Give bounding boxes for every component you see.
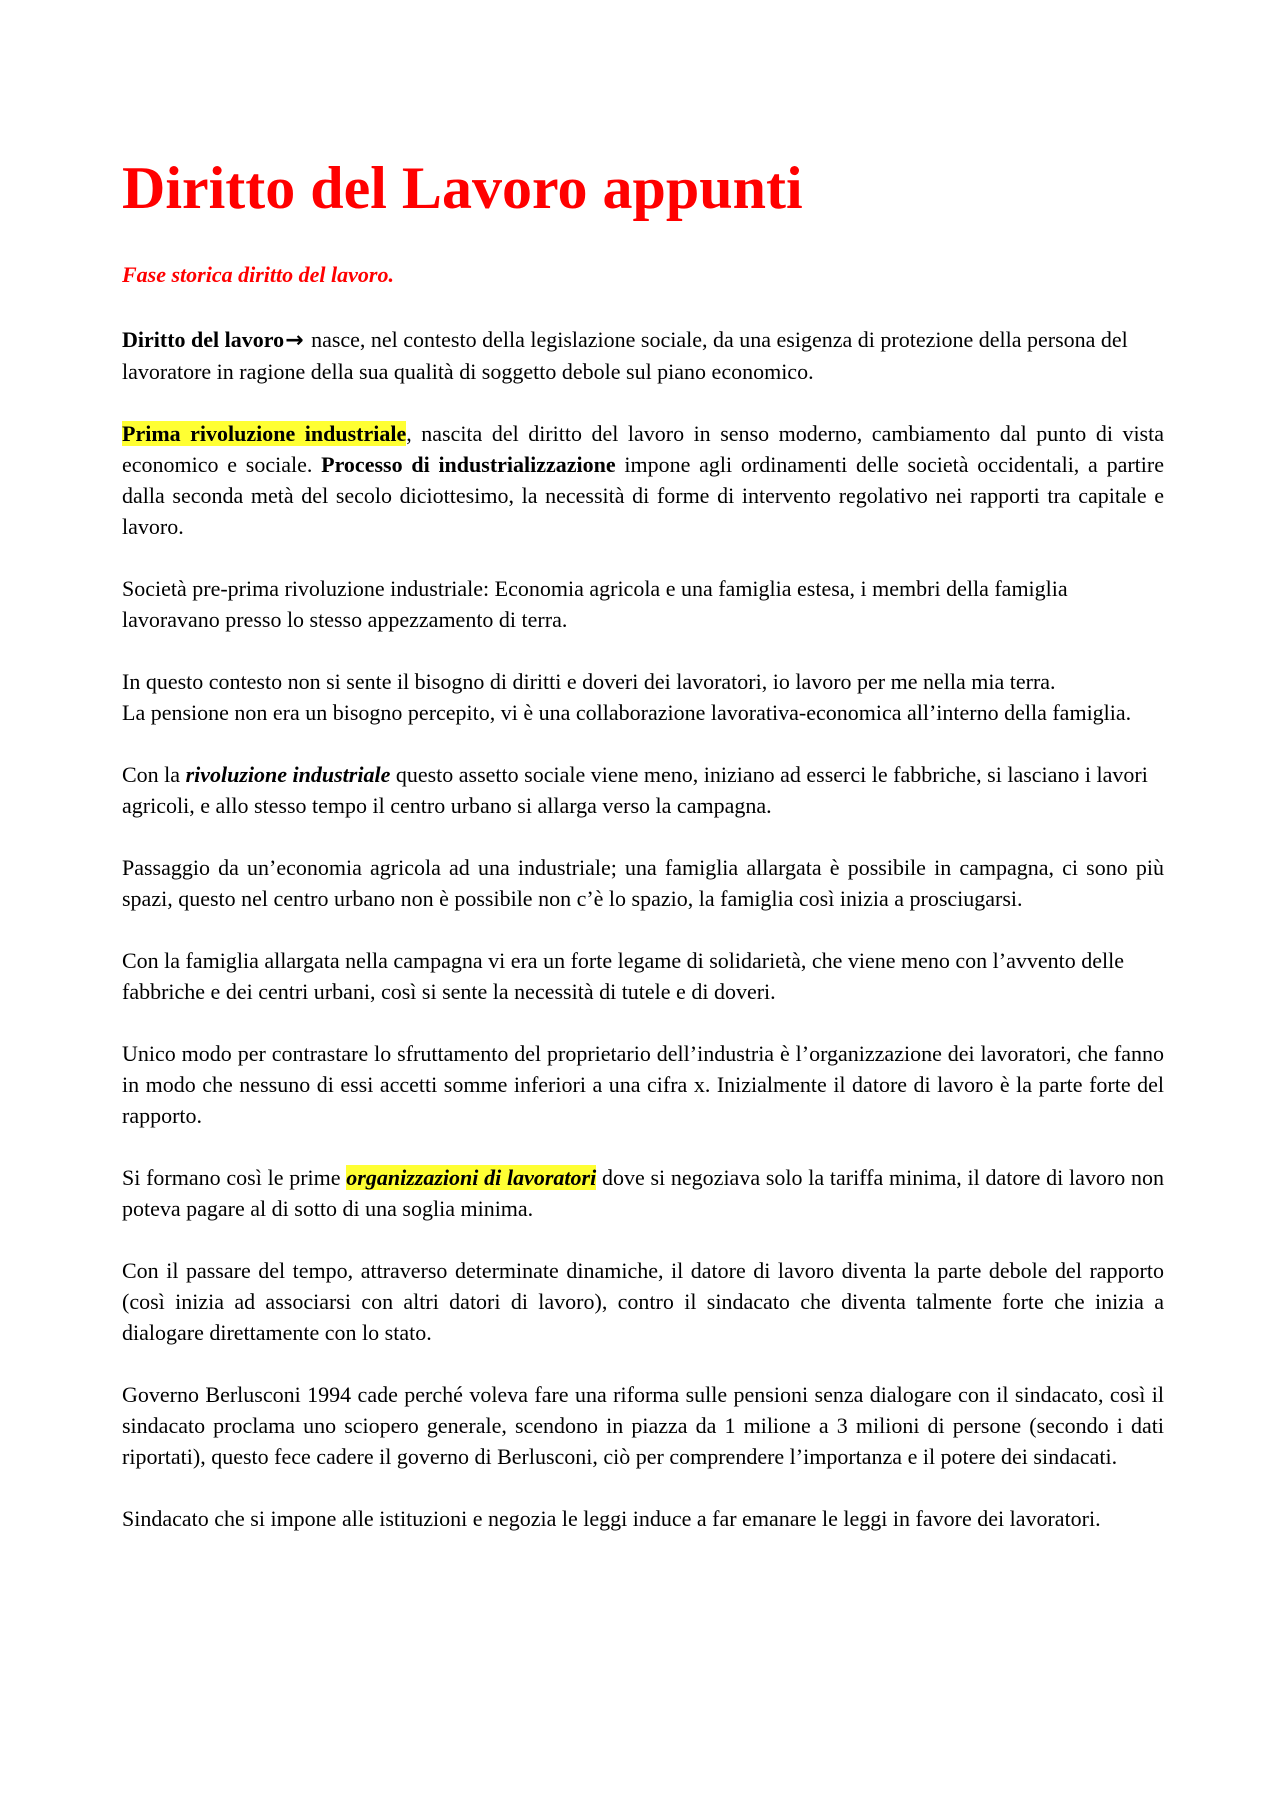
paragraph-text: , nascita del diritto del lavoro in senso moderno, cambiamento dal punto di vista economico e sociale.: [122, 421, 1164, 477]
document-title: Diritto del Lavoro appunti: [122, 155, 803, 221]
paragraph-governo-berlusconi: Governo Berlusconi 1994 cade perché voleva fare una riforma sulle pensioni senza dialogare con il sindacato, così il sindacato proclama uno sciopero generale, scendono in piazza da 1 milione a 3 milioni di persone (secondo i dati riportati), questo fece cadere il governo di Berlusconi, ciò per comprendere l’importanza e il potere dei sindacati.: [122, 1382, 1164, 1469]
paragraph-rivoluzione-industriale: [122, 418, 1164, 542]
term-rivoluzione-industriale: rivoluzione industriale: [185, 762, 391, 787]
highlight-prima-rivoluzione: Prima rivoluzione industriale: [122, 421, 407, 446]
paragraph-famiglia-allargata: Con la famiglia allargata nella campagna vi era un forte legame di solidarietà, che viene meno con l’avvento delle fabbriche e dei centri urbani, così si sente la necessità di tutele e di doveri.: [122, 948, 1125, 1004]
paragraph-organizzazioni: [122, 1162, 1164, 1224]
term-processo-industrializzazione: Processo di industrializzazione: [321, 452, 616, 477]
paragraph-text: questo assetto sociale viene meno, iniziano ad esserci le fabbriche, si lasciano i lavori agricoli, e allo stesso tempo il centro urbano si allarga verso la campagna.: [122, 762, 1148, 818]
paragraph-text: dove si negoziava solo la tariffa minima, il datore di lavoro non poteva pagare al di sotto di una soglia minima.: [122, 1165, 1164, 1221]
paragraph-contesto: [122, 666, 1164, 728]
paragraph-societa-pre: Società pre-prima rivoluzione industriale: Economia agricola e una famiglia estesa, i membri della famiglia lavoravano presso lo stesso appezzamento di terra.: [122, 576, 1068, 632]
paragraph-con-la-rivoluzione: [122, 759, 1164, 821]
document-body: [122, 324, 1164, 1565]
highlight-organizzazioni-lavoratori: organizzazioni di lavoratori: [346, 1165, 597, 1190]
paragraph-text: impone agli ordinamenti delle società occidentali, a partire dalla seconda metà del secolo diciottesimo, la necessità di forme di intervento regolativo nei rapporti tra capitale e lavoro.: [122, 452, 1164, 539]
paragraph-passaggio: Passaggio da un’economia agricola ad una industriale; una famiglia allargata è possibile in campagna, ci sono più spazi, questo nel centro urbano non è possibile non c’è lo spazio, la famiglia così inizia a prosciugarsi.: [122, 855, 1164, 911]
paragraph-sindacato: Sindacato che si impone alle istituzioni e negozia le leggi induce a far emanare le leggi in favore dei lavoratori.: [122, 1506, 1101, 1531]
paragraph-passare-del-tempo: Con il passare del tempo, attraverso determinate dinamiche, il datore di lavoro diventa la parte debole del rapporto (così inizia ad associarsi con altri datori di lavoro), contro il sindacato che diventa talmente forte che inizia a dialogare direttamente con lo stato.: [122, 1258, 1164, 1345]
paragraph-text: nasce, nel contesto della legislazione sociale, da una esigenza di protezione della persona del lavoratore in ragione della sua qualità di soggetto debole sul piano economico.: [122, 327, 1128, 384]
paragraph-diritto-lavoro: [122, 324, 1164, 387]
paragraph-text: In questo contesto non si sente il bisogno di diritti e doveri dei lavoratori, io lavoro per me nella mia terra.: [122, 669, 1056, 694]
term-diritto-del-lavoro: Diritto del lavoro: [122, 327, 285, 352]
section-subtitle: Fase storica diritto del lavoro.: [122, 262, 394, 287]
paragraph-unico-modo: Unico modo per contrastare lo sfruttamento del proprietario dell’industria è l’organizzazione dei lavoratori, che fanno in modo che nessuno di essi accetti somme inferiori a una cifra x. Inizialmente il datore di lavoro è la parte forte del rapporto.: [122, 1041, 1164, 1128]
paragraph-text: La pensione non era un bisogno percepito, vi è una collaborazione lavorativa-economica all’interno della famiglia.: [122, 700, 1132, 725]
paragraph-text: Si formano così le prime: [122, 1165, 347, 1190]
paragraph-text: Con la: [122, 762, 186, 787]
arrow-right-icon: →: [285, 328, 304, 353]
